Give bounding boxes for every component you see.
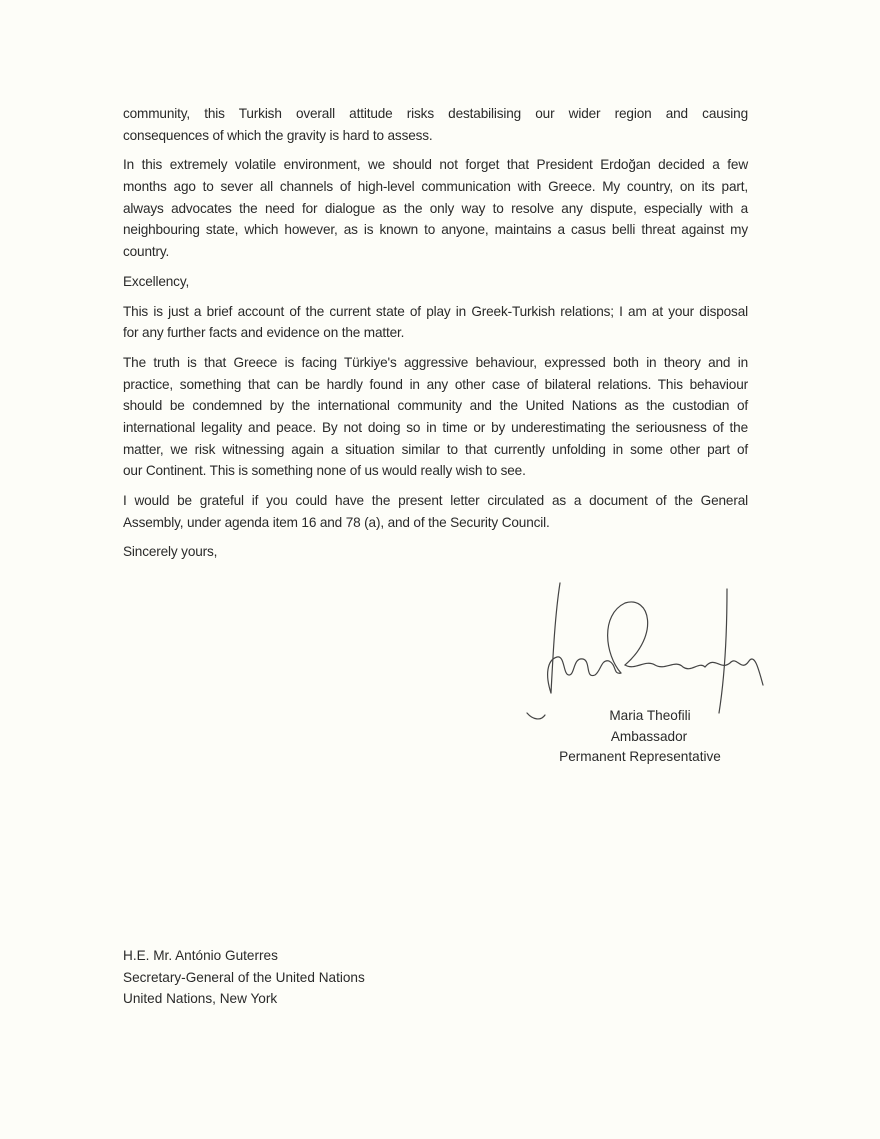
signatory-title: Ambassador [610, 728, 688, 744]
text-line: community, this Turkish overall attitude risks destabilising our wider region and causing [123, 106, 748, 121]
text-line: always advocates the need for dialogue as the only way to resolve any dispute, especially with a [123, 200, 748, 216]
text-line: should be condemned by the international community and the United Nations as the custodian of [123, 398, 748, 414]
text-line: The truth is that Greece is facing Türkiye's aggressive behaviour, expressed both in theory and in [123, 354, 748, 370]
addressee-line: H.E. Mr. António Guterres [123, 948, 278, 963]
text-line: practice, something that can be hardly found in any other case of bilateral relations. This behaviour [123, 376, 748, 392]
text-line: Assembly, under agenda item 16 and 78 (a), and of the Security Council. [123, 514, 550, 530]
text-line: This is just a brief account of the current state of play in Greek-Turkish relations; I am at your disposal [123, 303, 748, 319]
handwritten-signature [505, 575, 775, 725]
text-line: our Continent. This is something none of us would really wish to see. [123, 463, 526, 479]
text-line: Sincerely yours, [123, 544, 218, 560]
signature-block [540, 706, 740, 768]
addressee-block [123, 945, 365, 1010]
paragraph [123, 352, 748, 482]
text-line: neighbouring state, which however, as is known to anyone, maintains a casus belli threat against my [123, 222, 748, 238]
paragraph [123, 490, 748, 533]
text-line: for any further facts and evidence on the matter. [123, 325, 405, 341]
paragraph [123, 154, 748, 262]
addressee-line: Secretary-General of the United Nations [123, 969, 365, 985]
text-line: country. [123, 244, 170, 260]
letter-body [123, 103, 748, 571]
signatory-role: Permanent Representative [559, 749, 721, 764]
paragraph [123, 271, 748, 293]
text-line: Excellency, [123, 273, 190, 289]
text-line: months ago to sever all channels of high-level communication with Greece. My country, on its part, [123, 179, 748, 195]
text-line: I would be grateful if you could have the present letter circulated as a document of the General [123, 493, 748, 508]
text-line: In this extremely volatile environment, we should not forget that President Erdoğan decided a few [123, 157, 748, 173]
text-line: international legality and peace. By not doing so in time or by underestimating the seriousness of the [123, 419, 748, 435]
text-line: matter, we risk witnessing again a situation similar to that currently unfolding in some other part of [123, 441, 748, 457]
text-line: consequences of which the gravity is hard to assess. [123, 127, 433, 143]
paragraph [123, 103, 748, 146]
paragraph [123, 541, 748, 563]
signatory-name: Maria Theofili [609, 708, 691, 723]
paragraph [123, 301, 748, 344]
addressee-line: United Nations, New York [123, 991, 278, 1006]
